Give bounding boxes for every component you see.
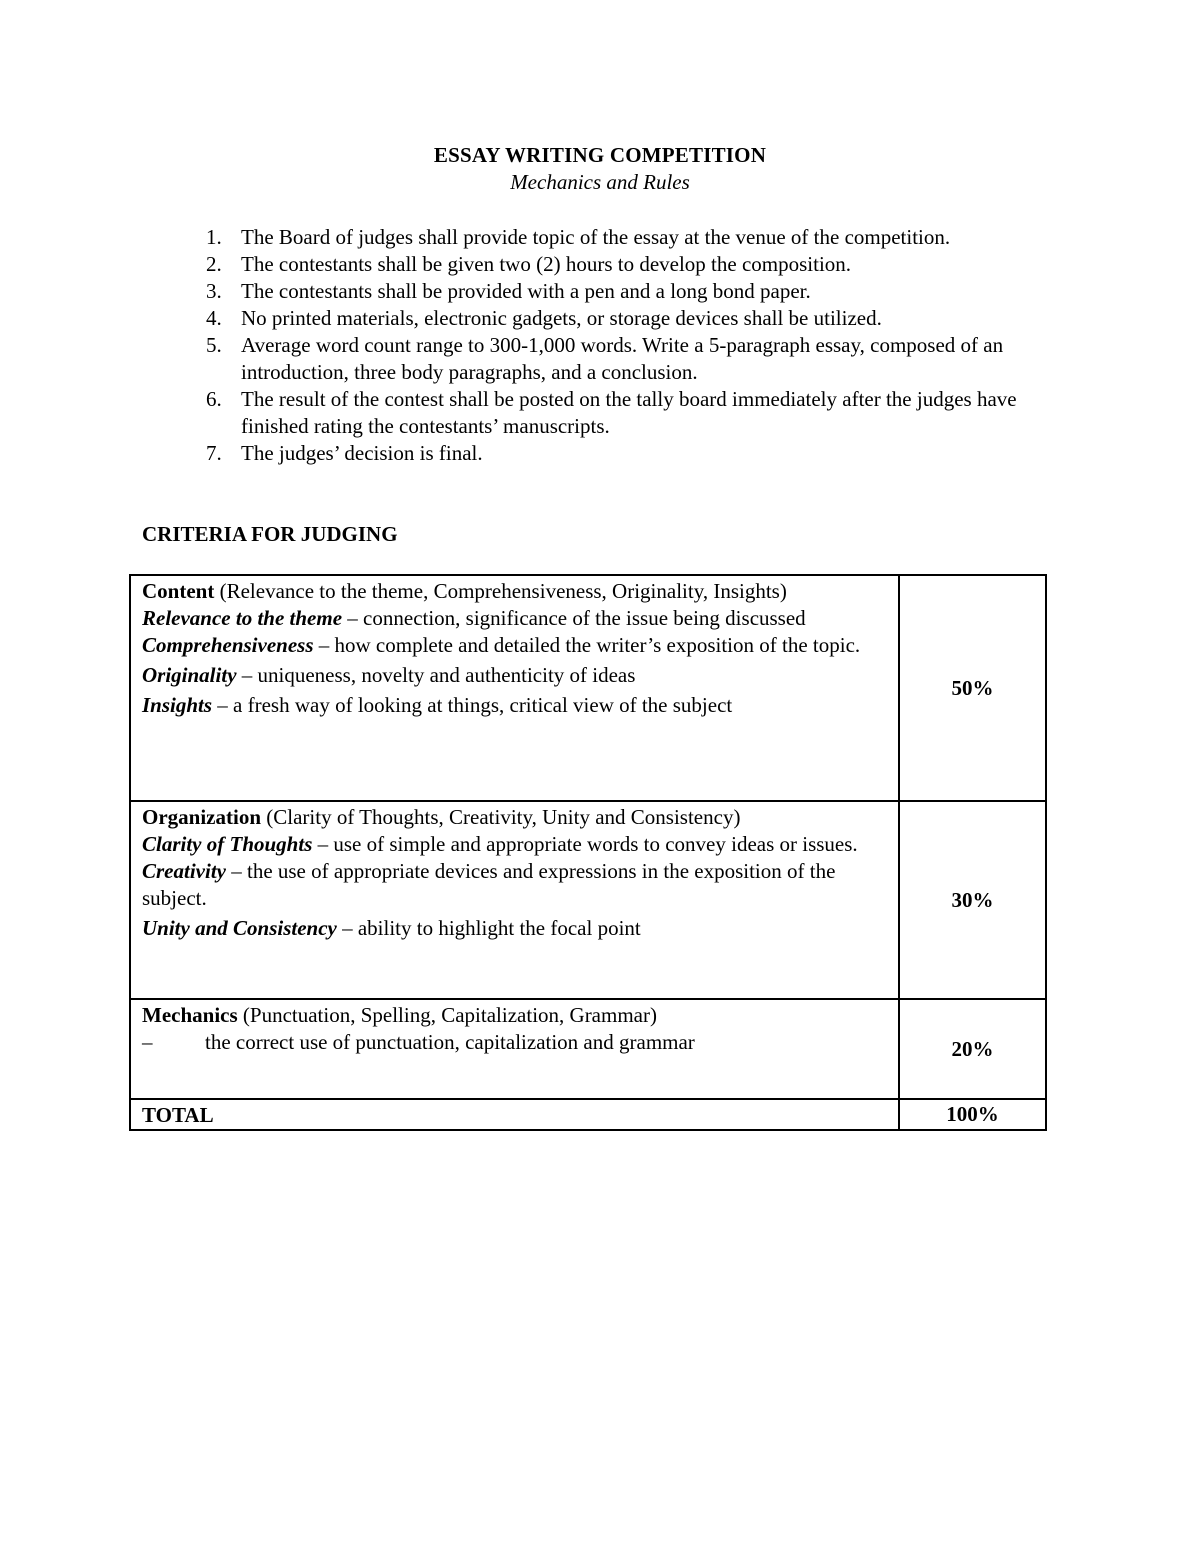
rule-text: The Board of judges shall provide topic of the essay at the venue of the competition. (241, 225, 951, 249)
criteria-description-cell (130, 999, 899, 1099)
rule-number: 4. (206, 306, 222, 330)
rule-item (0, 305, 1061, 332)
criteria-name: Organization (142, 805, 261, 829)
criteria-definition: – use of simple and appropriate words to convey ideas or issues. (312, 832, 858, 856)
criteria-definition: – how complete and detailed the writer’s exposition of the topic. (313, 633, 861, 657)
rule-number: 7. (206, 441, 222, 465)
criteria-term: Comprehensiveness (142, 633, 314, 657)
criteria-term: Originality (142, 663, 237, 687)
total-label: TOTAL (130, 1099, 899, 1130)
criteria-row-organization (130, 801, 1046, 999)
criteria-item (142, 915, 888, 942)
criteria-header-line (142, 1002, 888, 1029)
criteria-item (142, 605, 888, 632)
criteria-heading: CRITERIA FOR JUDGING (142, 522, 398, 546)
criteria-row-total (130, 1099, 1046, 1130)
criteria-table (129, 574, 1047, 1131)
criteria-subitems: (Relevance to the theme, Comprehensiveness, Originality, Insights) (214, 579, 787, 603)
total-percentage: 100% (899, 1099, 1046, 1130)
criteria-definition: – connection, significance of the issue being discussed (342, 606, 806, 630)
rule-text: No printed materials, electronic gadgets, or storage devices shall be utilized. (241, 306, 882, 330)
criteria-percentage: 20% (899, 999, 1046, 1099)
criteria-description-cell (130, 801, 899, 999)
rule-item (0, 224, 1061, 251)
rule-number: 2. (206, 252, 222, 276)
rule-item (0, 386, 1061, 440)
criteria-item (142, 632, 888, 659)
document-subtitle: Mechanics and Rules (510, 170, 690, 194)
rule-number: 5. (206, 333, 222, 357)
criteria-subitems: (Clarity of Thoughts, Creativity, Unity and Consistency) (261, 805, 741, 829)
rule-text: The contestants shall be provided with a pen and a long bond paper. (241, 279, 811, 303)
criteria-term: Insights (142, 693, 213, 717)
criteria-definition: – a fresh way of looking at things, critical view of the subject (212, 693, 733, 717)
document-title: ESSAY WRITING COMPETITION (433, 143, 767, 167)
criteria-row-mechanics (130, 999, 1046, 1099)
criteria-item (142, 692, 888, 719)
criteria-description-cell (130, 575, 899, 801)
rule-text: Average word count range to 300-1,000 words. Write a 5-paragraph essay, composed of an introduction, three body paragraphs, and a conclusion. (241, 333, 1004, 384)
rule-number: 6. (206, 387, 222, 411)
criteria-header-line (142, 578, 888, 605)
rule-item (0, 332, 1061, 386)
criteria-term: Creativity (142, 859, 226, 883)
rule-text: The result of the contest shall be posted on the tally board immediately after the judges have finished rating the contestants’ manuscripts. (241, 387, 1017, 438)
rule-item (0, 440, 1061, 467)
rule-item (0, 251, 1061, 278)
criteria-definition: – the use of appropriate devices and expressions in the exposition of the subject. (142, 859, 836, 910)
criteria-header-line (142, 804, 888, 831)
criteria-percentage: 50% (899, 575, 1046, 801)
criteria-definition: – uniqueness, novelty and authenticity of ideas (236, 663, 636, 687)
rule-text: The judges’ decision is final. (241, 441, 483, 465)
criteria-name: Mechanics (142, 1003, 238, 1027)
criteria-term: Relevance to the theme (142, 606, 343, 630)
criteria-item (142, 1029, 888, 1056)
criteria-item (142, 858, 888, 912)
criteria-term: Clarity of Thoughts (142, 832, 313, 856)
criteria-name: Content (142, 579, 215, 603)
criteria-percentage: 30% (899, 801, 1046, 999)
dash-bullet: – (142, 1030, 153, 1054)
rule-number: 1. (206, 225, 222, 249)
rule-item (0, 278, 1061, 305)
criteria-definition: the correct use of punctuation, capitalization and grammar (205, 1030, 695, 1054)
criteria-row-content (130, 575, 1046, 801)
criteria-item (142, 831, 888, 858)
criteria-term: Unity and Consistency (142, 916, 337, 940)
rule-number: 3. (206, 279, 222, 303)
rule-text: The contestants shall be given two (2) hours to develop the composition. (241, 252, 852, 276)
criteria-subitems: (Punctuation, Spelling, Capitalization, Grammar) (237, 1003, 657, 1027)
criteria-definition: – ability to highlight the focal point (336, 916, 641, 940)
criteria-item (142, 662, 888, 689)
rules-list (0, 224, 1200, 467)
